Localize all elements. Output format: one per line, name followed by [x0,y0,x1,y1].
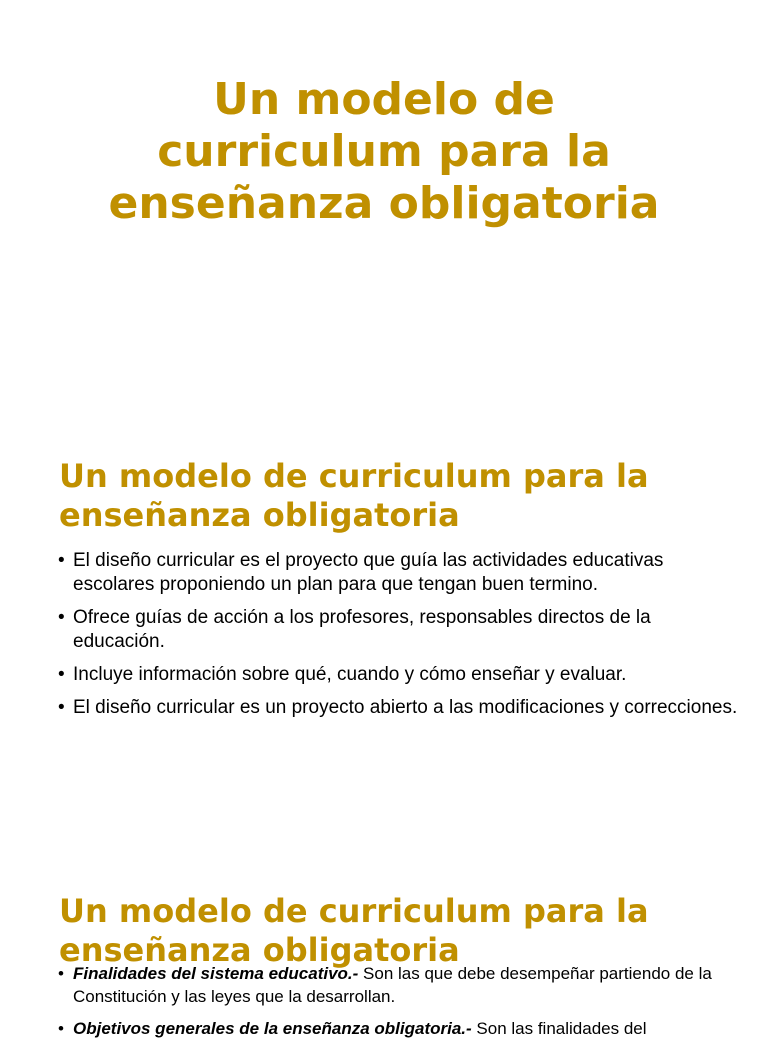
bullet-item: • Incluye información sobre qué, cuando y cómo enseñar y evaluar. [56,663,738,687]
bullet-item: • El diseño curricular es el proyecto que guía las actividades educativas escolares proponiendo un plan para que tengan buen termino. [56,549,738,597]
bullet-item: • El diseño curricular es un proyecto abierto a las modificaciones y correcciones. [56,696,738,720]
bullet-text: Son las finalidades del [471,1019,647,1038]
bullet-item [56,1017,738,1040]
bullet-text: Son las que debe desempeñar partiendo de la Constitución y las leyes que la desarrollan. [73,964,712,1006]
bullet-list [56,962,738,1049]
title-slide [0,0,768,430]
bullet-term: Objetivos generales de la enseñanza obligatoria.- [73,1019,472,1038]
content-slide-1 [0,430,768,862]
slide-title: Un modelo de curriculum para la enseñanza obligatoria [108,74,660,229]
slide-heading: Un modelo de curriculum para la enseñanza obligatoria [59,892,649,969]
bullet-term: Finalidades del sistema educativo.- [73,964,359,983]
bullet-list [56,549,738,729]
slide-heading: Un modelo de curriculum para la enseñanza obligatoria [59,457,649,534]
content-slide-2 [0,862,768,1038]
bullet-item: • Ofrece guías de acción a los profesores, responsables directos de la educación. [56,606,738,654]
bullet-item [56,962,738,1008]
